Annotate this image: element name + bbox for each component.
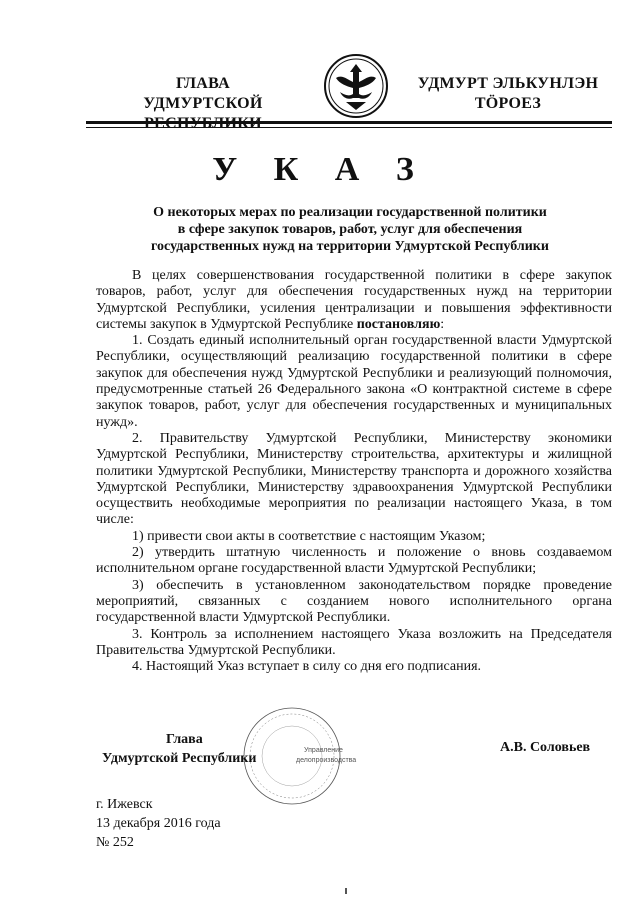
- decree-item: 4. Настоящий Указ вступает в силу со дня его подписания.: [132, 659, 482, 675]
- header-left: [88, 74, 318, 134]
- preamble-text: В целях совершенствования государственной политики в сфере закупок товаров, работ, услуг для обеспечения государственных нужд на территории Удмуртской Республики, усиления централизации и повышения эффективности системы закупок в Удмуртской Республике: [96, 268, 612, 332]
- decree-item: 2. Правительству Удмуртской Республики, Министерству экономики Удмуртской Республики, Министерству строительства, архитектуры и жилищной политики Удмуртской Республики, Министерству транспорта и дорожного хозяйства Удмуртской Республики, Министерству здравоохранения Удмуртской Республики осуществить необходимые мероприятия по реализации настоящего Указа, в том числе:: [96, 430, 612, 528]
- document-footer: [96, 795, 221, 852]
- subtitle-line: О некоторых мерах по реализации государственной политики: [153, 205, 547, 220]
- preamble-keyword: постановляю: [356, 316, 441, 332]
- stamp-text-line1: Управление: [304, 747, 343, 754]
- header-divider-thick: [86, 121, 612, 124]
- stamp-text-line2: делопроизводства: [296, 757, 357, 764]
- header-right: [408, 74, 608, 114]
- header-right-line1: УДМУРТ ЭЛЬКУНЛЭН: [417, 75, 599, 92]
- decree-subitem: 1) привести свои акты в соответствие с настоящим Указом;: [132, 528, 486, 544]
- signature-position-line1: Глава: [166, 732, 203, 747]
- page-mark: [345, 888, 347, 894]
- header-left-line2: УДМУРТСКОЙ: [143, 95, 263, 112]
- subtitle-line: государственных нужд на территории Удмуртской Республики: [151, 239, 549, 254]
- decree-subitem: 2) утвердить штатную численность и положение о вновь создаваемом исполнительном органе государственной власти Удмуртской Республики;: [96, 545, 612, 577]
- document-title: У К А З: [212, 151, 428, 188]
- header-right-line2: ТӦРОЕЗ: [474, 95, 542, 112]
- header-left-line1: ГЛАВА: [176, 75, 230, 92]
- coat-of-arms-icon: [322, 52, 390, 120]
- preamble-end: :: [440, 316, 445, 332]
- decree-body: [96, 268, 612, 675]
- signature-position: [102, 730, 302, 768]
- decree-item: 1. Создать единый исполнительный орган государственной власти Удмуртской Республики, осуществляющий реализацию государственной политики в сфере закупок для обеспечения нужд Удмуртской Республики и реализующий полномочия, предусмотренные статьей 26 Федерального закона «О контрактной системе в сфере закупок товаров, работ, услуг для обеспечения государственных и муниципальных нужд».: [96, 333, 612, 430]
- footer-city: г. Ижевск: [96, 797, 153, 812]
- footer-number: № 252: [96, 835, 134, 850]
- preamble-paragraph: [96, 268, 612, 333]
- signature-position-line2: Удмуртской Республики: [102, 751, 257, 766]
- footer-date: 13 декабря 2016 года: [96, 816, 221, 831]
- header-divider-thin: [86, 127, 612, 128]
- signatory-name: А.В. Соловьев: [500, 740, 591, 755]
- decree-item: 3. Контроль за исполнением настоящего Указа возложить на Председателя Правительства Удмуртской Республики.: [96, 626, 612, 658]
- decree-subitem: 3) обеспечить в установленном законодательством порядке проведение мероприятий, связанных с созданием нового исполнительного органа государственной власти Удмуртской Республики.: [96, 577, 612, 626]
- document-subtitle: [110, 204, 590, 255]
- subtitle-line: в сфере закупок товаров, работ, услуг для обеспечения: [177, 222, 523, 237]
